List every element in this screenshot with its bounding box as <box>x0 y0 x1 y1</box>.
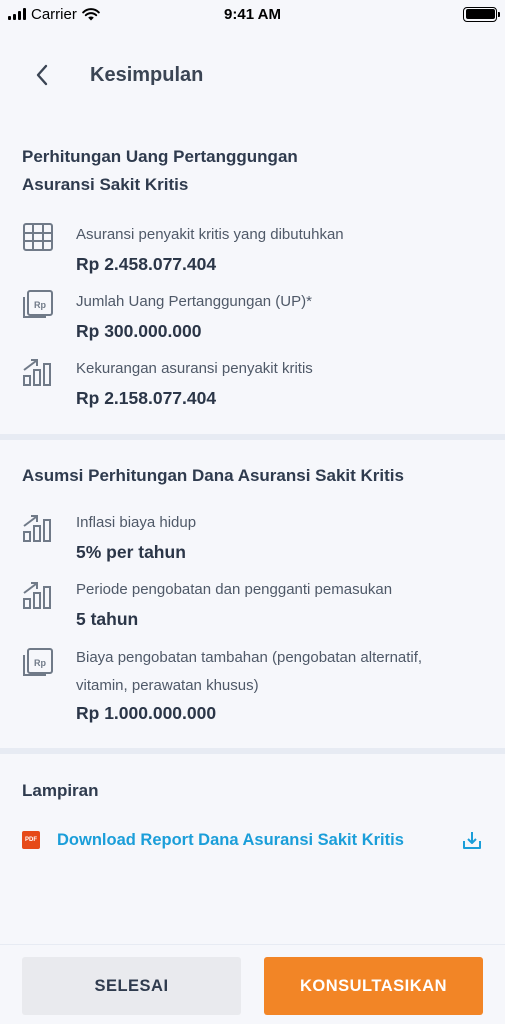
download-button[interactable] <box>460 828 484 852</box>
item-label: Jumlah Uang Pertanggungan (UP)* <box>76 293 312 310</box>
section-title-calculation-line2: Asuransi Sakit Kritis <box>22 175 189 194</box>
status-time: 9:41 AM <box>224 5 281 23</box>
money-note-icon <box>22 647 54 677</box>
navigation-bar <box>0 50 505 100</box>
page-title: Kesimpulan <box>90 63 204 86</box>
signal-icon <box>8 8 26 20</box>
wifi-icon <box>82 8 100 21</box>
footer-actions <box>0 944 505 1024</box>
item-value: Rp 1.000.000.000 <box>76 703 217 723</box>
growth-chart-icon <box>22 356 54 386</box>
section-title-assumptions: Asumsi Perhitungan Dana Asuransi Sakit Kritis <box>22 466 404 485</box>
item-label-line2: vitamin, perawatan khusus) <box>76 677 259 694</box>
item-label: Asuransi penyakit kritis yang dibutuhkan <box>76 226 344 243</box>
section-title-attachment: Lampiran <box>22 781 99 800</box>
chevron-left-icon <box>35 64 49 86</box>
item-value: Rp 300.000.000 <box>76 321 202 341</box>
download-report-link[interactable]: Download Report Dana Asuransi Sakit Kritis <box>57 830 404 849</box>
section-title-calculation: Perhitungan Uang Pertanggungan <box>22 147 298 166</box>
svg-text:Rp: Rp <box>34 300 46 310</box>
calculator-icon <box>22 222 54 252</box>
section-divider <box>0 748 505 754</box>
item-value: Rp 2.158.077.404 <box>76 388 217 408</box>
item-label: Periode pengobatan dan pengganti pemasukan <box>76 581 393 598</box>
money-note-icon <box>22 289 54 319</box>
item-value: 5 tahun <box>76 609 139 629</box>
section-divider <box>0 434 505 440</box>
back-button[interactable] <box>22 55 62 95</box>
item-label: Biaya pengobatan tambahan (pengobatan alternatif, <box>76 649 423 666</box>
download-icon <box>461 829 483 851</box>
status-left <box>8 6 100 23</box>
consult-button[interactable]: KONSULTASIKAN <box>264 957 483 1015</box>
item-label: Inflasi biaya hidup <box>76 514 197 531</box>
done-button[interactable]: SELESAI <box>22 957 241 1015</box>
svg-text:Rp: Rp <box>34 658 46 668</box>
pdf-icon: PDF <box>22 831 40 849</box>
growth-chart-icon <box>22 579 54 609</box>
battery-icon <box>463 7 497 22</box>
download-report-row[interactable] <box>22 825 484 855</box>
item-value: 5% per tahun <box>76 542 186 562</box>
growth-chart-icon <box>22 512 54 542</box>
carrier-label: Carrier <box>31 5 77 23</box>
item-value: Rp 2.458.077.404 <box>76 254 217 274</box>
item-label: Kekurangan asuransi penyakit kritis <box>76 360 313 377</box>
status-bar <box>0 0 505 28</box>
